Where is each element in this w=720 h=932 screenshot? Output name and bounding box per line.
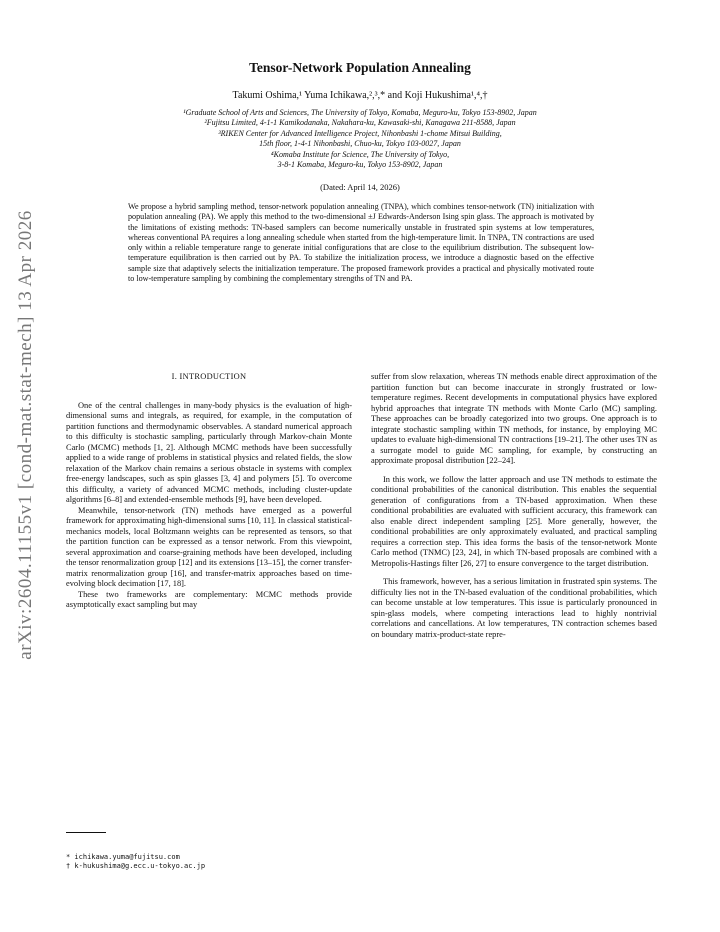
affiliation-line: 3-8-1 Komaba, Meguro-ku, Tokyo 153-8902, Japan <box>277 160 443 170</box>
affiliations <box>0 108 720 170</box>
arxiv-identifier: arXiv:2604.11155v1 [cond-mat.stat-mech] 13 Apr 2026 <box>15 210 36 660</box>
footnote-email[interactable]: † k-hukushima@g.ecc.u-tokyo.ac.jp <box>66 862 206 870</box>
affiliation-line: ¹Graduate School of Arts and Sciences, The University of Tokyo, Komaba, Meguro-ku, Tokyo 153-8902, Japan <box>183 108 537 117</box>
paragraph: In this work, we follow the latter approach and use TN methods to estimate the conditional probabilities of the canonical distribution. This enables the sequential generation of configurations from a TN-based approximation. When these conditional probabilities are evaluated with sufficient accuracy, this framework can also enable direct independent sampling [25]. More generally, however, the conditional probabilities are only approximately evaluated, and practical sampling requires a correction step. This idea forms the basis of the tensor-network Monte Carlo method (TNMC) [23, 24], in which TN-based proposals are combined with a Metropolis-Hastings filter [26, 27] to ensure convergence to the target distribution. <box>371 474 657 568</box>
affiliation-line: ³RIKEN Center for Advanced Intelligence Project, Nihonbashi 1-chome Mitsui Building, <box>218 128 502 138</box>
abstract: We propose a hybrid sampling method, tensor-network population annealing (TNPA), which combines tensor-network (TN) initialization with population annealing (PA). We apply this method to the two-dimensional ±J Edwards-Anderson Ising spin glass. The approach is motivated by the limitations of existing methods: TN-based samplers can become numerically unstable in frustrated spin systems at low temperatures, whereas conventional PA requires a long annealing schedule when started from the high-temperature limit. In TNPA, TN contractions are used only within a reliable temperature range to generate initial configurations that are close to the equilibrium distribution. The subsequent low-temperature equilibration is then carried out by PA. To stabilize the initialization process, we introduce a diagnostic based on the effective sample size that adaptively selects the initialization temperature. The proposed framework provides a practical and physically motivated route to low-temperature sampling by combining the complementary strengths of TN and PA. <box>128 202 594 284</box>
paragraph: Meanwhile, tensor-network (TN) methods have emerged as a powerful framework for approximating high-dimensional sums [10, 11]. In classical statistical-mechanics models, local Boltzmann weights can be represented as tensors, so that the partition function can be expressed as a tensor network. From this viewpoint, several approximation and coarse-graining methods have been developed, including the tensor renormalization group [12] and its extensions [13–15], the corner transfer-matrix renormalization group [16], and transfer-matrix approaches based on time-evolving block decimation [17, 18]. <box>66 505 352 588</box>
footnote-email[interactable]: * ichikawa.yuma@fujitsu.com <box>66 853 180 861</box>
right-column <box>371 372 657 640</box>
paragraph: suffer from slow relaxation, whereas TN methods enable direct approximation of the partition function but can become inaccurate in strongly frustrated or low-temperature regimes. Recent developments in computational physics have explored hybrid approaches that integrate TN methods with Monte Carlo (MC) sampling. These approaches can be broadly categorized into two groups. One approach is to integrate stochastic sampling within TN methods, for instance, by employing MC updates to evaluate high-dimensional TN contractions [19–21]. The other uses TN as a surrogate model to guide MC sampling, for example, by constructing an approximate proposal distribution [22–24]. <box>371 372 657 465</box>
paper-title: Tensor-Network Population Annealing <box>249 60 471 75</box>
affiliation-line: ²Fujitsu Limited, 4-1-1 Kamikodanaka, Nakahara-ku, Kawasaki-shi, Kanagawa 211-8588, Japan <box>204 118 516 128</box>
affiliation-line: 15th floor, 1-4-1 Nihonbashi, Chuo-ku, Tokyo 103-0027, Japan <box>259 139 461 149</box>
paragraph: This framework, however, has a serious limitation in frustrated spin systems. The difficulty lies not in the TN-based evaluation of the conditional probabilities, which can become unstable at low temperatures. This issue is particularly pronounced in spin-glass models, where competing interactions lead to highly nontrivial correlations and cancellations. At low temperatures, TN contraction schemes based on boundary matrix-product-state repre- <box>371 577 657 639</box>
footnote-rule <box>66 832 106 833</box>
author-list: Takumi Oshima,¹ Yuma Ichikawa,²,³,* and Koji Hukushima¹,⁴,† <box>232 90 488 101</box>
paragraph: One of the central challenges in many-body physics is the evaluation of high-dimensional sums and integrals, as required, for example, in the computation of partition functions and thermodynamic observables. A standard numerical approach to this difficulty is stochastic sampling, particularly through Markov-chain Monte Carlo (MCMC) methods [1, 2]. Although MCMC methods have been successfully applied to a wide range of problems in statistical physics and related fields, the slow relaxation of the Markov chain remains a serious obstacle in systems with complex free-energy landscapes, such as spin glasses [3, 4] and polymers [5]. To overcome this difficulty, a variety of advanced MCMC methods, including cluster-update algorithms [6–8] and extended-ensemble methods [9], have been developed. <box>66 400 352 504</box>
footnotes <box>66 853 205 871</box>
date-line: (Dated: April 14, 2026) <box>320 182 400 192</box>
left-column <box>66 372 352 611</box>
paragraph: These two frameworks are complementary: MCMC methods provide asymptotically exact sampling but may <box>66 589 352 609</box>
arxiv-sidebar <box>8 200 44 670</box>
section-heading: I. INTRODUCTION <box>171 372 247 381</box>
affiliation-line: ⁴Komaba Institute for Science, The University of Tokyo, <box>270 149 450 159</box>
